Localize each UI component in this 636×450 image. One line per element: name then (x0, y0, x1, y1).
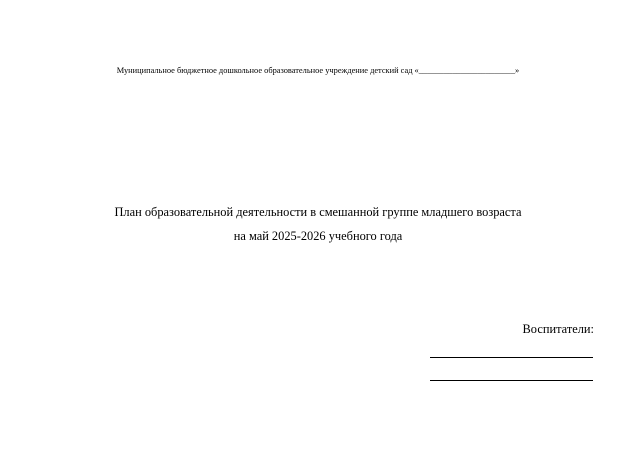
institution-line: Муниципальное бюджетное дошкольное образовательное учреждение детский сад «_______________________» (116, 66, 520, 75)
educators-label: Воспитатели: (522, 322, 594, 336)
educator-signature-line-1 (430, 357, 593, 358)
plan-title-line-1: План образовательной деятельности в смешанной группе младшего возраста (114, 205, 522, 219)
plan-title-line-2: на май 2025-2026 учебного года (233, 229, 403, 243)
educator-signature-line-2 (430, 380, 593, 381)
